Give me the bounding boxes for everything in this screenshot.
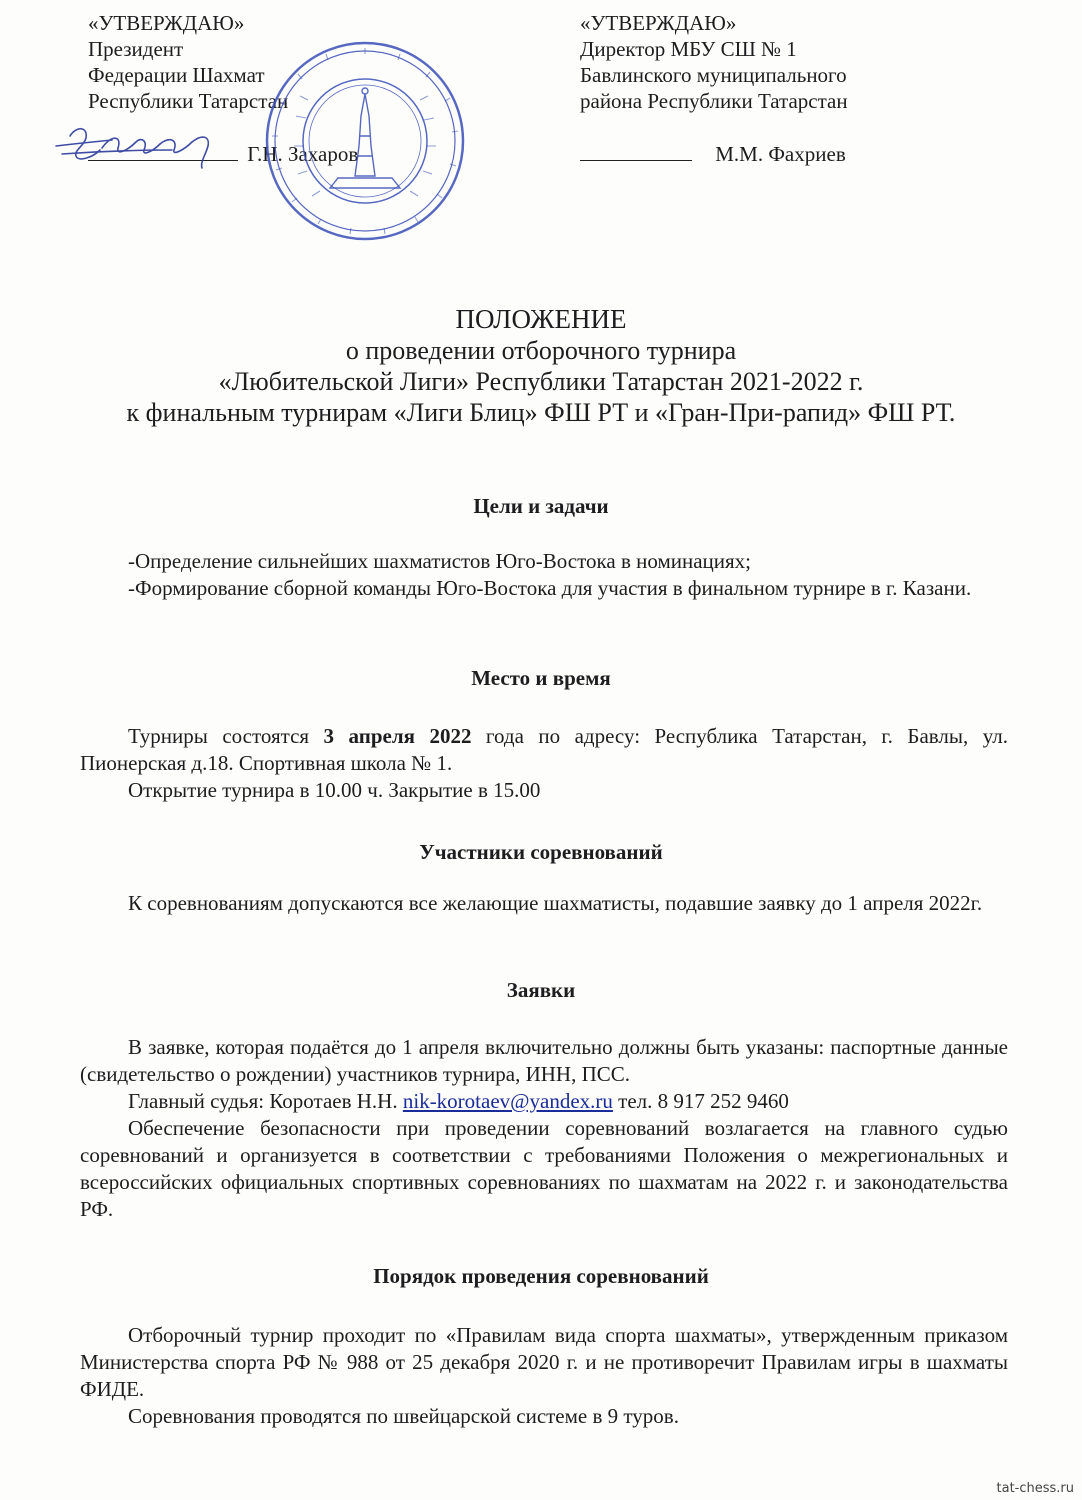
- approval-heading: «УТВЕРЖДАЮ»: [88, 11, 245, 35]
- approval-heading: «УТВЕРЖДАЮ»: [580, 11, 737, 35]
- handwritten-signature: [52, 116, 242, 176]
- section-heading-participants: Участники соревнований: [419, 840, 663, 864]
- text-run: Главный судья: Коротаев Н.Н.: [128, 1089, 403, 1113]
- signer-name: Г.Н. Захаров: [247, 142, 359, 166]
- procedure-paragraph: Соревнования проводятся по швейцарской системе в 9 туров.: [128, 1404, 679, 1428]
- section-applications-body: [80, 1034, 1008, 1223]
- section-heading-applications: Заявки: [506, 978, 576, 1002]
- title-line: ПОЛОЖЕНИЕ: [455, 304, 627, 334]
- approval-position: Президент: [88, 37, 184, 61]
- title-line: к финальным турнирам «Лиги Блиц» ФШ РТ и «Гран-При-рапид» ФШ РТ.: [126, 398, 956, 427]
- section-place-body: [80, 723, 1008, 804]
- chief-judge-paragraph: [80, 1088, 1008, 1115]
- approval-position: Директор МБУ СШ № 1: [580, 37, 797, 61]
- goal-item: -Определение сильнейших шахматистов Юго-Востока в номинациях;: [128, 549, 752, 573]
- approval-organization: Бавлинского муниципального: [580, 63, 847, 87]
- signer-name: М.М. Фахриев: [715, 142, 846, 166]
- place-paragraph: [80, 723, 1008, 777]
- approval-region: района Республики Татарстан: [580, 89, 848, 113]
- text-run: Турниры состоятся: [128, 724, 324, 748]
- schedule-paragraph: Открытие турнира в 10.00 ч. Закрытие в 15.00: [128, 778, 541, 802]
- text-run: года по адресу: Республика Татарстан, г. Бавлы, ул. Пионерская д.18. Спортивная школа № 1.: [80, 724, 1009, 775]
- title-line: «Любительской Лиги» Республики Татарстан 2021-2022 г.: [218, 367, 864, 396]
- section-heading-goals: Цели и задачи: [473, 494, 609, 518]
- section-goals-body: [80, 548, 1008, 602]
- procedure-paragraph: Отборочный турнир проходит по «Правилам вида спорта шахматы», утвержденным приказом Министерства спорта РФ № 988 от 25 декабря 2020 г. и не противоречит Правилам игры в шахматы ФИДЕ.: [80, 1323, 1008, 1401]
- signature-blank: [580, 160, 692, 161]
- participants-paragraph: К соревнованиям допускаются все желающие шахматисты, подавшие заявку до 1 апреля 2022г.: [128, 891, 983, 915]
- site-watermark[interactable]: tat-chess.ru: [996, 1481, 1074, 1496]
- section-procedure-body: [80, 1322, 1008, 1430]
- safety-paragraph: Обеспечение безопасности при проведении соревнований возлагается на главного судью соревнований и организуется в соответствии с требованиями Положения о межрегиональных и всероссийских официальных спортивных соревнованиях по шахматам на 2022 г. и законодательства РФ.: [80, 1116, 1008, 1221]
- approval-block-right: [580, 10, 848, 114]
- goal-item: -Формирование сборной команды Юго-Востока для участия в финальном турнире в г. Казани.: [128, 576, 972, 600]
- signature-line-right: [580, 142, 846, 167]
- title-line: о проведении отборочного турнира: [345, 336, 737, 365]
- section-participants-body: [80, 890, 1008, 917]
- approval-block-left: [88, 10, 288, 114]
- text-run: тел. 8 917 252 9460: [612, 1089, 789, 1113]
- email-link[interactable]: nik-korotaev@yandex.ru: [402, 1089, 613, 1113]
- approval-region: Республики Татарстан: [88, 89, 289, 113]
- event-date: 3 апреля 2022: [323, 724, 472, 748]
- approval-organization: Федерации Шахмат: [88, 63, 265, 87]
- section-heading-place: Место и время: [471, 666, 611, 690]
- section-heading-procedure: Порядок проведения соревнований: [373, 1264, 709, 1288]
- official-stamp-seal: [260, 36, 470, 246]
- document-title: [0, 304, 1082, 428]
- applications-paragraph: В заявке, которая подаётся до 1 апреля включительно должны быть указаны: паспортные данные (свидетельство о рождении) участников турнира, ИНН, ПСС.: [80, 1035, 1008, 1086]
